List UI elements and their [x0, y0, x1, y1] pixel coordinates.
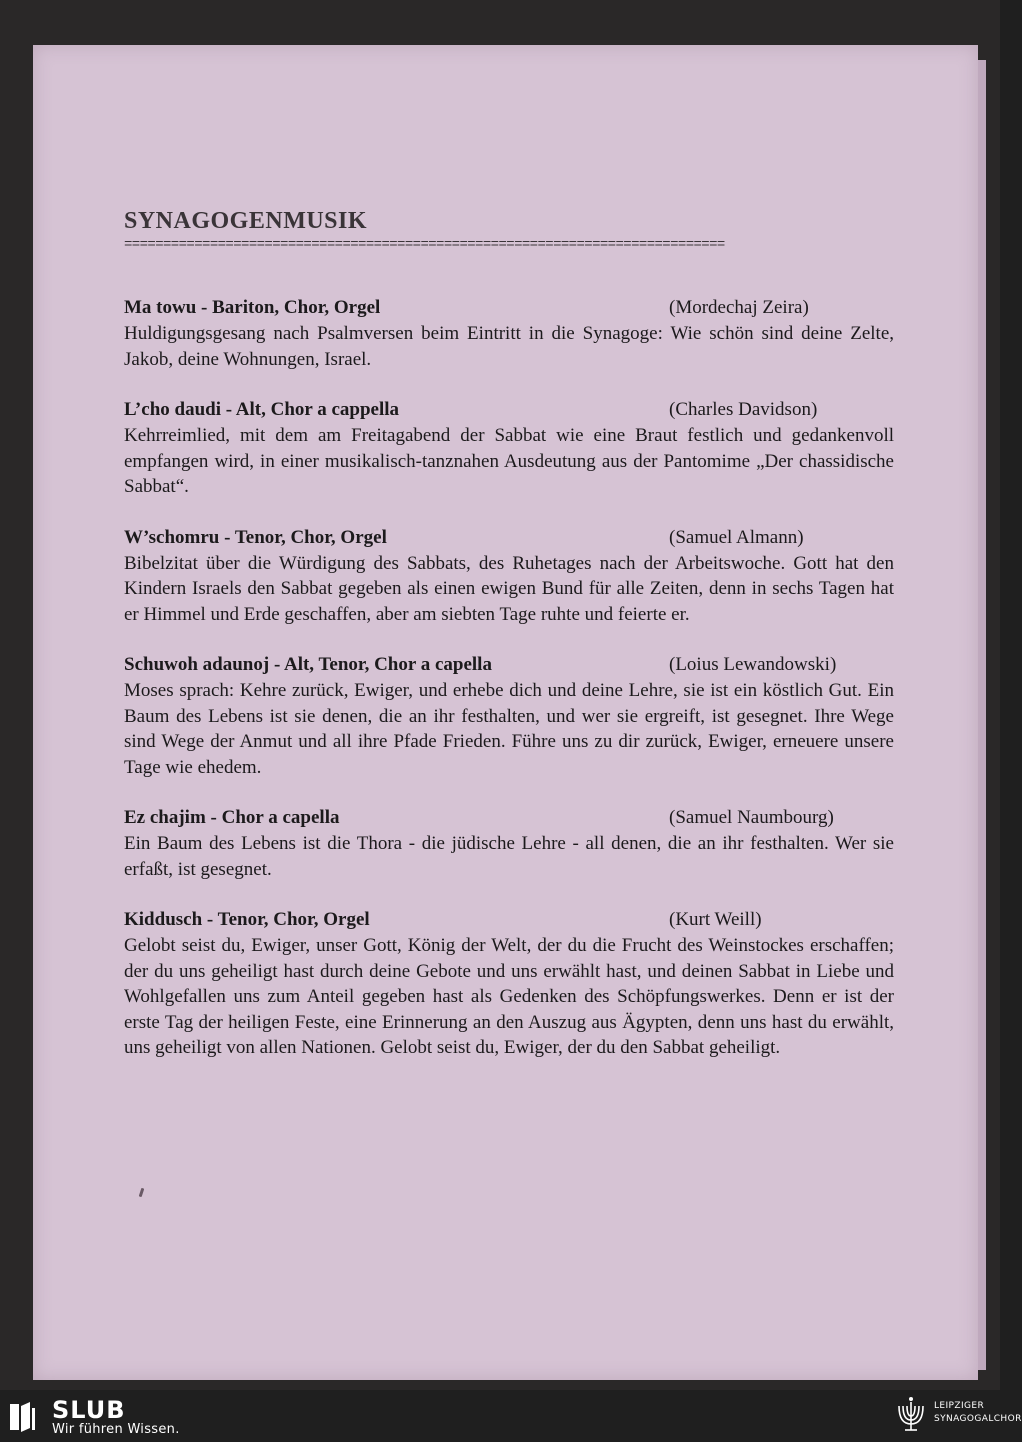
- piece-header: [124, 805, 894, 831]
- piece-composer: (Kurt Weill): [669, 909, 762, 930]
- piece-entry: [124, 295, 894, 372]
- choir-name-line1: LEIPZIGER: [934, 1401, 985, 1411]
- piece-title: Ez chajim - Chor a capella: [124, 807, 340, 828]
- piece-composer: (Charles Davidson): [669, 399, 818, 420]
- piece-entry: [124, 907, 894, 1061]
- piece-entry: [124, 652, 894, 780]
- library-name[interactable]: SLUB: [52, 1396, 126, 1424]
- book-icon[interactable]: [8, 1400, 42, 1434]
- piece-description: Kehrreimlied, mit dem am Freitagabend der Sabbat wie eine Braut festlich und gedankenvoll empfangen wird, in einer musikalisch-tanznahen Ausdeutung aus der Pantomime „Der chassidische Sabbat“.: [124, 425, 894, 497]
- piece-description: Huldigungsgesang nach Psalmversen beim Eintritt in die Synagoge: Wie schön sind deine Zelte, Jakob, deine Wohnungen, Israel.: [124, 323, 894, 370]
- piece-title: Ma towu - Bariton, Chor, Orgel: [124, 297, 381, 318]
- page-title: SYNAGOGENMUSIK: [124, 208, 368, 234]
- piece-header: [124, 295, 894, 321]
- piece-title: Kiddusch - Tenor, Chor, Orgel: [124, 909, 370, 930]
- piece-header: [124, 525, 894, 551]
- piece-entry: [124, 805, 894, 882]
- piece-header: [124, 907, 894, 933]
- menorah-icon: [895, 1396, 927, 1436]
- library-tagline: Wir führen Wissen.: [52, 1422, 180, 1437]
- title-underline: =============================================================================: [124, 237, 725, 253]
- piece-composer: (Samuel Almann): [669, 526, 804, 548]
- choir-name: [934, 1400, 1022, 1426]
- piece-list: [124, 295, 894, 1061]
- piece-composer: (Samuel Naumbourg): [669, 807, 834, 828]
- piece-header: [124, 397, 894, 423]
- choir-name-line2: SYNAGOGALCHOR: [934, 1414, 1022, 1424]
- piece-description: Gelobt seist du, Ewiger, unser Gott, König der Welt, der du die Frucht des Weinstockes erschaffen; der du uns geheiligt hast durch deine Gebote und uns erwählt hast, und deinen Sabbat in Liebe und Wohlgefallen uns zum Anteil gegeben hast als Gedenken des Schöpfungswerkes. Denn er ist der erste Tag der heiligen Feste, eine Erinnerung an den Auszug aus Ägypten, denn uns hast du erwählt, uns geheiligt von allen Nationen. Gelobt seist du, Ewiger, der du den Sabbat geheiligt.: [124, 935, 894, 1058]
- piece-entry: [124, 525, 894, 628]
- piece-title: W’schomru - Tenor, Chor, Orgel: [124, 526, 387, 548]
- piece-title: Schuwoh adaunoj - Alt, Tenor, Chor a capella: [124, 654, 492, 675]
- piece-description: Moses sprach: Kehre zurück, Ewiger, und erhebe dich und deine Lehre, sie ist ein köstlich Gut. Ein Baum des Lebens ist sie denen, die an ihr festhalten, und wer sie ergreift, ist gesegnet. Ihre Wege sind Wege der Anmut und all ihre Pfade Frieden. Führe uns zu dir zurück, Ewiger, erneuere unsere Tage wie ehedem.: [124, 680, 894, 778]
- piece-entry: [124, 397, 894, 500]
- viewer-footer: [0, 1390, 1022, 1442]
- piece-composer: (Mordechaj Zeira): [669, 297, 809, 318]
- piece-description: Bibelzitat über die Würdigung des Sabbats, des Ruhetages nach der Arbeitswoche. Gott hat den Kindern Israels den Sabbat gegeben als einen ewigen Bund für alle Zeiten, denn in sechs Tagen hat er Himmel und Erde geschaffen, aber am siebten Tage ruhte und feierte er.: [124, 552, 894, 625]
- sheet-edge: [978, 60, 986, 1370]
- piece-title: L’cho daudi - Alt, Chor a cappella: [124, 399, 400, 420]
- piece-composer: (Loius Lewandowski): [669, 654, 837, 675]
- piece-description: Ein Baum des Lebens ist die Thora - die jüdische Lehre - all denen, die an ihr festhalten. Wer sie erfaßt, ist gesegnet.: [124, 833, 894, 880]
- piece-header: [124, 652, 894, 678]
- program-content: [124, 205, 894, 1086]
